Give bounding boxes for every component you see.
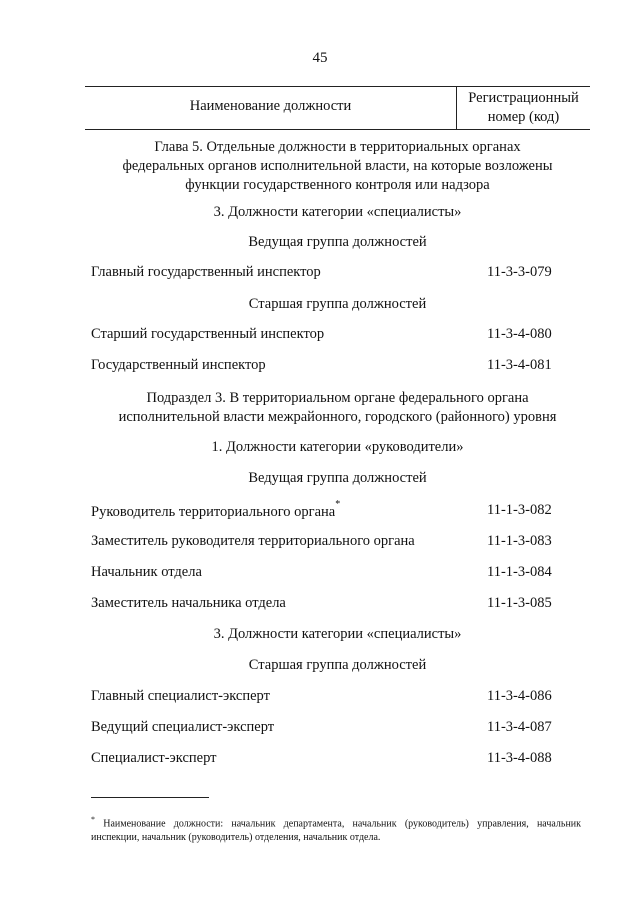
- row-code: 11-1-3-084: [487, 564, 552, 580]
- row-code: 11-3-4-086: [487, 688, 552, 704]
- chapter-heading: [85, 138, 590, 195]
- row-code: 11-3-4-081: [487, 357, 552, 373]
- row-name: Заместитель начальника отдела: [91, 595, 286, 611]
- header-code-line1: Регистрационный: [468, 90, 579, 106]
- page-number: 45: [312, 50, 328, 66]
- row-code: 11-3-4-080: [487, 326, 552, 342]
- category-heading-specialists-2: 3. Должности категории «специалисты»: [213, 626, 462, 642]
- chapter-line2: федеральных органов исполнительной власти, на которые возложены: [122, 158, 553, 174]
- row-code: 11-3-4-087: [487, 719, 552, 735]
- row-name: Ведущий специалист-эксперт: [91, 719, 275, 735]
- header-code-line2: номер (код): [487, 109, 560, 125]
- chapter-line3: функции государственного контроля или надзора: [185, 177, 490, 193]
- table-header-bottom-rule: [85, 129, 590, 130]
- chapter-line1: Глава 5. Отдельные должности в территориальных органах: [154, 139, 521, 155]
- row-code: 11-1-3-082: [487, 502, 552, 518]
- footnote-rule: [91, 797, 209, 798]
- row-code: 11-1-3-085: [487, 595, 552, 611]
- row-name: Старший государственный инспектор: [91, 326, 325, 342]
- category-heading-specialists-1: 3. Должности категории «специалисты»: [213, 204, 462, 220]
- table-header-top-rule: [85, 86, 590, 87]
- group-heading-lead-1: Ведущая группа должностей: [248, 234, 427, 250]
- group-heading-senior-1: Старшая группа должностей: [248, 296, 427, 312]
- footnote-marker: *: [335, 499, 341, 510]
- footnote-marker: *: [91, 815, 95, 824]
- group-heading-lead-2: Ведущая группа должностей: [248, 470, 427, 486]
- footnote: [91, 813, 581, 845]
- subsection-line2: исполнительной власти межрайонного, городского (районного) уровня: [118, 409, 557, 425]
- row-name: Заместитель руководителя территориального органа: [91, 533, 415, 549]
- row-name: Главный специалист-эксперт: [91, 688, 270, 704]
- header-code-column: [457, 89, 590, 127]
- row-name: Специалист-эксперт: [91, 750, 217, 766]
- footnote-text: Наименование должности: начальник департамента, начальник (руководитель) управления, начальник инспекции, начальник (руководитель) отделения, начальник отдела.: [91, 818, 582, 844]
- row-name-text: Руководитель территориального органа: [91, 503, 336, 520]
- row-code: 11-1-3-083: [487, 533, 552, 549]
- row-code: 11-3-3-079: [487, 264, 552, 280]
- row-code: 11-3-4-088: [487, 750, 552, 766]
- row-name: Начальник отдела: [91, 564, 202, 580]
- row-name: Главный государственный инспектор: [91, 264, 321, 280]
- header-name-column: Наименование должности: [189, 98, 352, 114]
- subsection-heading: [85, 389, 590, 427]
- row-name: Государственный инспектор: [91, 357, 266, 373]
- subsection-line1: Подраздел 3. В территориальном органе федерального органа: [146, 390, 529, 406]
- group-heading-senior-2: Старшая группа должностей: [248, 657, 427, 673]
- row-name: [91, 499, 341, 521]
- category-heading-managers: 1. Должности категории «руководители»: [211, 439, 464, 455]
